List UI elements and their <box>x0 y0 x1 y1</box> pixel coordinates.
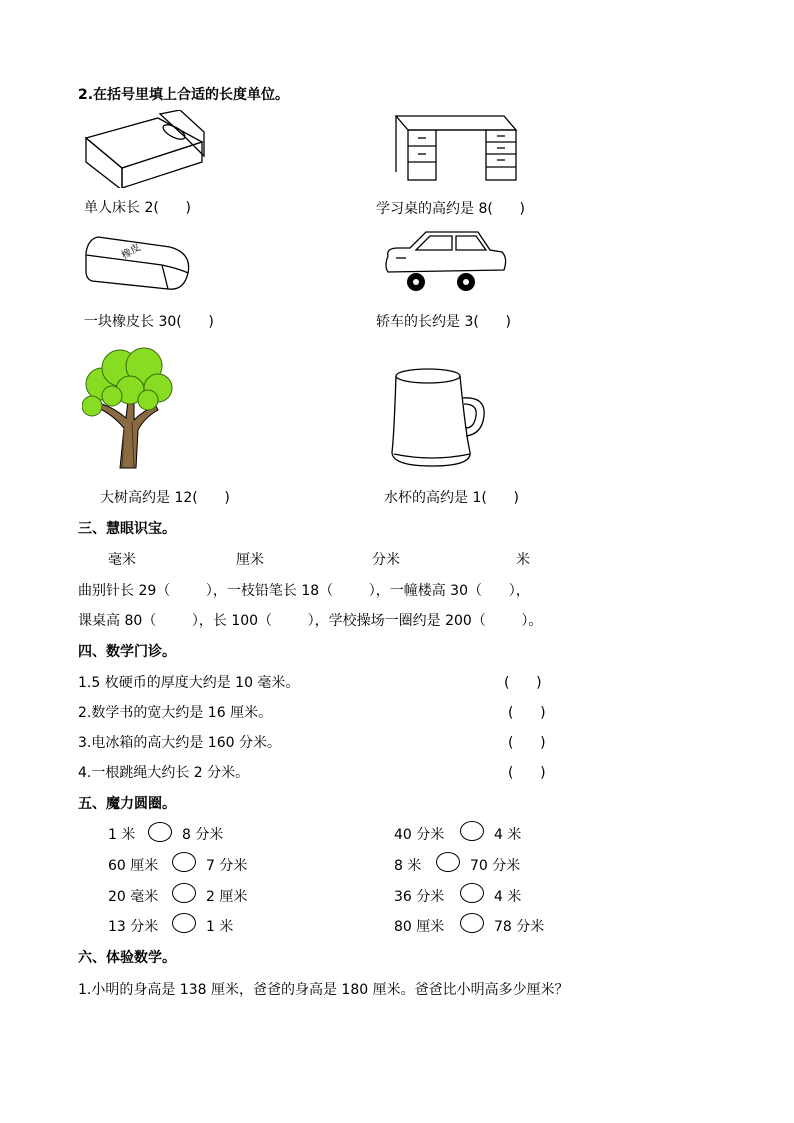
section3-line2: 课桌高 80（ ），长 100（ ），学校操场一圈约是 200（ ）。 <box>78 613 543 629</box>
eraser-label: 一块橡皮长 30( ) <box>84 314 214 330</box>
car-icon <box>382 228 510 296</box>
compare-left-3-b: 2 厘米 <box>206 889 248 905</box>
section4-bracket-1: ( ) <box>504 675 542 691</box>
section4-item-3: 3.电冰箱的高大约是 160 分米。 <box>78 735 281 751</box>
compare-right-2-b: 70 分米 <box>470 858 521 874</box>
compare-left-4-b: 1 米 <box>206 919 234 935</box>
section3-title: 三、慧眼识宝。 <box>78 521 176 537</box>
unit-mm: 毫米 <box>108 552 136 568</box>
unit-cm: 厘米 <box>236 552 264 568</box>
compare-left-2-b: 7 分米 <box>206 858 248 874</box>
compare-left-1-a: 1 米 <box>108 827 136 843</box>
section6-question: 1.小明的身高是 138 厘米，爸爸的身高是 180 厘米。爸爸比小明高多少厘米？ <box>78 982 569 998</box>
section4-bracket-2: ( ) <box>508 705 546 721</box>
compare-right-3-a: 36 分米 <box>394 889 445 905</box>
compare-right-1-a: 40 分米 <box>394 827 445 843</box>
compare-left-4-a: 13 分米 <box>108 919 159 935</box>
section6-title: 六、体验数学。 <box>78 950 176 966</box>
section4-item-2: 2.数学书的宽大约是 16 厘米。 <box>78 705 273 721</box>
bed-icon <box>82 110 207 188</box>
cup-label: 水杯的高约是 1( ) <box>384 490 519 506</box>
bed-label: 单人床长 2( ) <box>84 200 191 216</box>
desk-label: 学习桌的高约是 8( ) <box>376 201 525 217</box>
unit-dm: 分米 <box>372 552 400 568</box>
tree-label: 大树高约是 12( ) <box>100 490 230 506</box>
compare-left-4-circle[interactable] <box>172 913 196 933</box>
compare-right-3-circle[interactable] <box>460 883 484 903</box>
tree-icon <box>82 344 174 470</box>
compare-left-1-b: 8 分米 <box>182 827 224 843</box>
compare-right-3-b: 4 米 <box>494 889 522 905</box>
compare-right-4-a: 80 厘米 <box>394 919 445 935</box>
compare-right-4-circle[interactable] <box>460 913 484 933</box>
desk-icon <box>394 112 518 188</box>
compare-right-2-a: 8 米 <box>394 858 422 874</box>
section4-bracket-4: ( ) <box>508 765 546 781</box>
compare-left-2-a: 60 厘米 <box>108 858 159 874</box>
eraser-text: 橡皮 <box>120 242 143 262</box>
compare-left-3-a: 20 毫米 <box>108 889 159 905</box>
section3-line1: 曲别针长 29（ ），一枝铅笔长 18（ ），一幢楼高 30（ ）， <box>78 583 530 599</box>
compare-right-2-circle[interactable] <box>436 852 460 872</box>
section4-item-1: 1.5 枚硬币的厚度大约是 10 毫米。 <box>78 675 300 691</box>
section5-title: 五、魔力圆圈。 <box>78 796 176 812</box>
compare-left-1-circle[interactable] <box>148 822 172 842</box>
car-label: 轿车的长约是 3( ) <box>376 314 511 330</box>
eraser-icon <box>84 233 196 295</box>
section4-bracket-3: ( ) <box>508 735 546 751</box>
compare-right-1-b: 4 米 <box>494 827 522 843</box>
cup-icon <box>388 366 490 474</box>
compare-right-1-circle[interactable] <box>460 821 484 841</box>
section2-title: 2.在括号里填上合适的长度单位。 <box>78 87 290 103</box>
section4-title: 四、数学门诊。 <box>78 644 176 660</box>
compare-left-3-circle[interactable] <box>172 883 196 903</box>
unit-m: 米 <box>516 552 530 568</box>
section4-item-4: 4.一根跳绳大约长 2 分米。 <box>78 765 250 781</box>
compare-left-2-circle[interactable] <box>172 852 196 872</box>
compare-right-4-b: 78 分米 <box>494 919 545 935</box>
